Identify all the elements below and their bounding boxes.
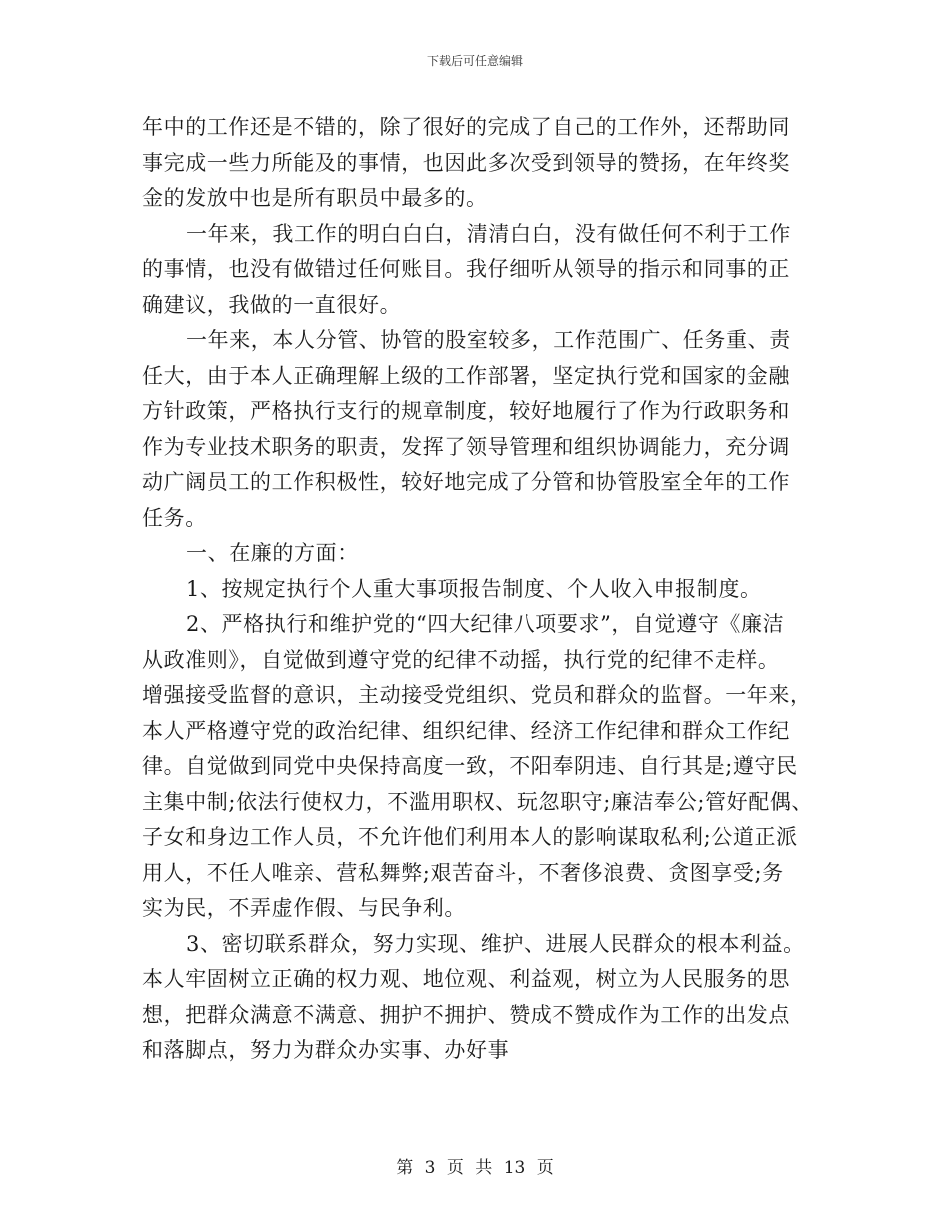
text-line: 本人牢固树立正确的权力观、地位观、利益观，树立为人民服务的思: [142, 967, 790, 991]
document-body: [142, 110, 814, 1069]
text-line: 作为专业技术职务的职责，发挥了领导管理和组织协调能力，充分调: [142, 434, 790, 459]
text-line: 年中的工作还是不错的，除了很好的完成了自己的工作外，还帮助同: [142, 115, 790, 139]
text-line: 事完成一些力所能及的事情，也因此多次受到领导的赞扬，在年终奖: [142, 150, 790, 175]
text-line: 实为民，不弄虚作假、与民争利。: [142, 896, 466, 920]
text-line: 任大，由于本人正确理解上级的工作部署，坚定执行党和国家的金融: [142, 363, 790, 388]
text-line: 方针政策，严格执行支行的规章制度，较好地履行了作为行政职务和: [142, 399, 790, 423]
text-line: 主集中制;依法行使权力，不滥用职权、玩忽职守;廉洁奉公;管好配偶、: [142, 789, 814, 814]
text-line: 2、严格执行和维护党的“四大纪律八项要求”，自觉遵守《廉洁: [186, 612, 785, 636]
text-line: 确建议，我做的一直很好。: [142, 292, 402, 317]
text-line: 从政准则》，自觉做到遵守党的纪律不动摇，执行党的纪律不走样。: [142, 647, 780, 672]
text-line: 和落脚点，努力为群众办实事、办好事: [142, 1038, 510, 1062]
text-line: 金的发放中也是所有职员中最多的。: [142, 186, 488, 210]
text-line: 一年来，本人分管、协管的股室较多，工作范围广、任务重、责: [186, 328, 791, 352]
text-line: 3、密切联系群众，努力实现、维护、进展人民群众的根本利益。: [186, 931, 805, 956]
page-footer: 第 3 页 共 13 页: [396, 1158, 554, 1178]
text-line: 1、按规定执行个人重大事项报告制度、个人收入申报制度。: [186, 576, 762, 601]
text-line: 想，把群众满意不满意、拥护不拥护、赞成不赞成作为工作的出发点: [142, 1002, 790, 1027]
text-line: 用人，不任人唯亲、营私舞弊;艰苦奋斗，不奢侈浪费、贪图享受;务: [142, 860, 784, 885]
text-line: 的事情，也没有做错过任何账目。我仔细听从领导的指示和同事的正: [142, 257, 790, 281]
text-line: 任务。: [142, 505, 207, 530]
text-line: 子女和身边工作人员，不允许他们利用本人的影响谋取私利;公道正派: [142, 825, 798, 849]
text-line: 增强接受监督的意识，主动接受党组织、党员和群众的监督。一年来，: [142, 683, 812, 707]
text-line: 一、在廉的方面：: [186, 541, 359, 565]
page-header: 下载后可任意编辑: [426, 54, 523, 68]
text-line: 本人严格遵守党的政治纪律、组织纪律、经济工作纪律和群众工作纪: [142, 718, 790, 743]
text-line: 律。自觉做到同党中央保持高度一致，不阳奉阴违、自行其是;遵守民: [142, 754, 798, 778]
text-line: 一年来，我工作的明白白白，清清白白，没有做任何不利于工作: [186, 221, 791, 246]
text-line: 动广阔员工的工作积极性，较好地完成了分管和协管股室全年的工作: [142, 470, 790, 494]
